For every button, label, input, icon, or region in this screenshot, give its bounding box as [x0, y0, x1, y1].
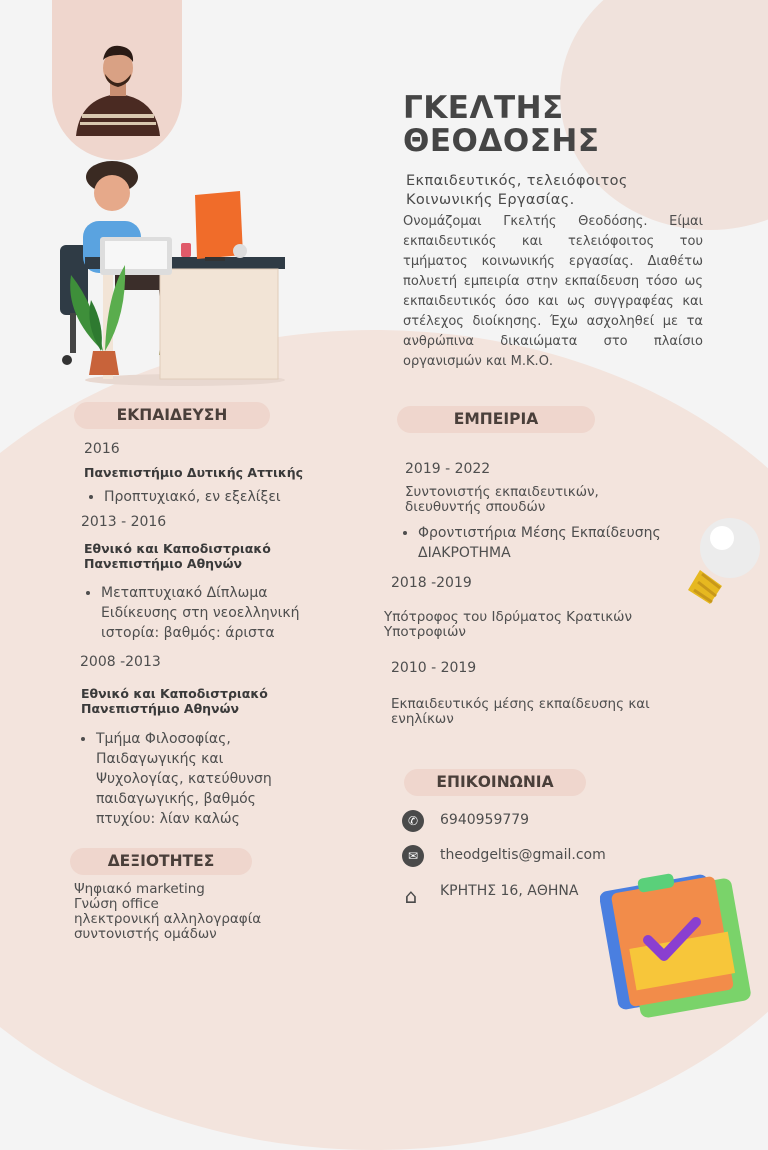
experience-role-1: Συντονιστής εκπαιδευτικών, διευθυντής σπουδών	[405, 484, 599, 515]
experience-detail-1	[418, 523, 718, 563]
name-line-2: ΘΕΟΔΟΣΗΣ	[403, 123, 600, 159]
education-school-3-line-1: Εθνικό και Καποδιστριακό	[81, 686, 268, 701]
avatar	[72, 40, 164, 136]
skill-item: ηλεκτρονική αλληλογραφία	[74, 911, 262, 927]
experience-years-3: 2010 - 2019	[391, 660, 477, 676]
education-detail-list-2	[81, 583, 336, 643]
mail-icon: ✉	[402, 845, 424, 867]
experience-years-1: 2019 - 2022	[405, 461, 491, 477]
education-detail-2: • Μεταπτυχιακό Δίπλωμα Ειδίκευσης στη νεοελληνική ιστορία: βαθμός: άριστα	[101, 583, 336, 643]
contact-address: ΚΡΗΤΗΣ 16, ΑΘΗΝΑ	[440, 883, 579, 899]
experience-detail-1-line-2: ΔΙΑΚΡΟΤΗΜΑ	[418, 545, 511, 561]
home-icon: ⌂	[404, 884, 418, 908]
skill-item: Ψηφιακό marketing	[74, 881, 205, 897]
education-school-2	[84, 541, 271, 571]
skill-item: συντονιστής ομάδων	[74, 926, 217, 942]
bio-paragraph: Ονομάζομαι Γκελτής Θεοδόσης. Είμαι εκπαιδευτικός και τελειόφοιτος του τμήματος κοινωνικής εργασίας. Διαθέτω πολυετή εμπειρία στην εκπαίδευση τόσο ως εκπαιδευτικός όσο και ως συγγραφέας και στέλεχος διοίκησης. Έχω ασχοληθεί με τα ανθρώπινα δικαιώματα στο πλαίσιο οργανισμών και Μ.Κ.Ο.	[403, 214, 703, 369]
lightbulb-icon	[680, 508, 765, 610]
skills-heading: ΔΕΞΙΟΤΗΤΕΣ	[70, 848, 252, 875]
page-title	[403, 92, 600, 158]
experience-heading: ΕΜΠΕΙΡΙΑ	[397, 406, 595, 433]
experience-role-2: Υπότροφος του Ιδρύματος Κρατικών Υποτροφιών	[384, 609, 632, 640]
education-school-3	[81, 686, 268, 716]
education-years-2: 2013 - 2016	[81, 514, 167, 530]
education-school-2-line-2: Πανεπιστήμιο Αθηνών	[84, 556, 242, 571]
education-years-1: 2016	[84, 441, 120, 457]
contact-heading: ΕΠΙΚΟΙΝΩΝΙΑ	[404, 769, 586, 796]
education-school-1: Πανεπιστήμιο Δυτικής Αττικής	[84, 465, 304, 480]
education-heading: ΕΚΠΑΙΔΕΥΣΗ	[74, 402, 270, 429]
experience-role-3: Εκπαιδευτικός μέσης εκπαίδευσης και ενηλίκων	[391, 696, 650, 727]
education-school-3-line-2: Πανεπιστήμιο Αθηνών	[81, 701, 239, 716]
subtitle-line-2: Κοινωνικής Εργασίας.	[406, 192, 575, 208]
experience-detail-1-line-1: • Φροντιστήρια Μέσης Εκπαίδευσης	[418, 525, 661, 541]
desk-illustration	[55, 155, 290, 390]
experience-years-2: 2018 -2019	[391, 575, 472, 591]
education-detail-3: • Τμήμα Φιλοσοφίας, Παιδαγωγικής και Ψυχολογίας, κατεύθυνση παιδαγωγικής, βαθμός πτυχίου: λίαν καλώς	[96, 729, 311, 829]
education-school-2-line-1: Εθνικό και Καποδιστριακό	[84, 541, 271, 556]
education-detail-list-3	[76, 729, 311, 829]
subtitle-line-1: Εκπαιδευτικός, τελειόφοιτος	[406, 173, 628, 189]
education-years-3: 2008 -2013	[80, 654, 161, 670]
education-detail-1: • Προπτυχιακό, εν εξελίξει	[104, 489, 334, 505]
contact-email[interactable]: theodgeltis@gmail.com	[440, 847, 606, 863]
experience-detail-list-1	[398, 523, 718, 563]
skill-item: Γνώση office	[74, 896, 159, 912]
name-line-1: ΓΚΕΛΤΗΣ	[403, 90, 564, 126]
phone-icon: ✆	[402, 810, 424, 832]
skills-list	[74, 882, 261, 942]
subtitle	[406, 172, 696, 210]
education-detail-list-1	[84, 489, 334, 505]
clipboard-check-icon	[600, 870, 755, 1020]
contact-phone[interactable]: 6940959779	[440, 812, 530, 828]
